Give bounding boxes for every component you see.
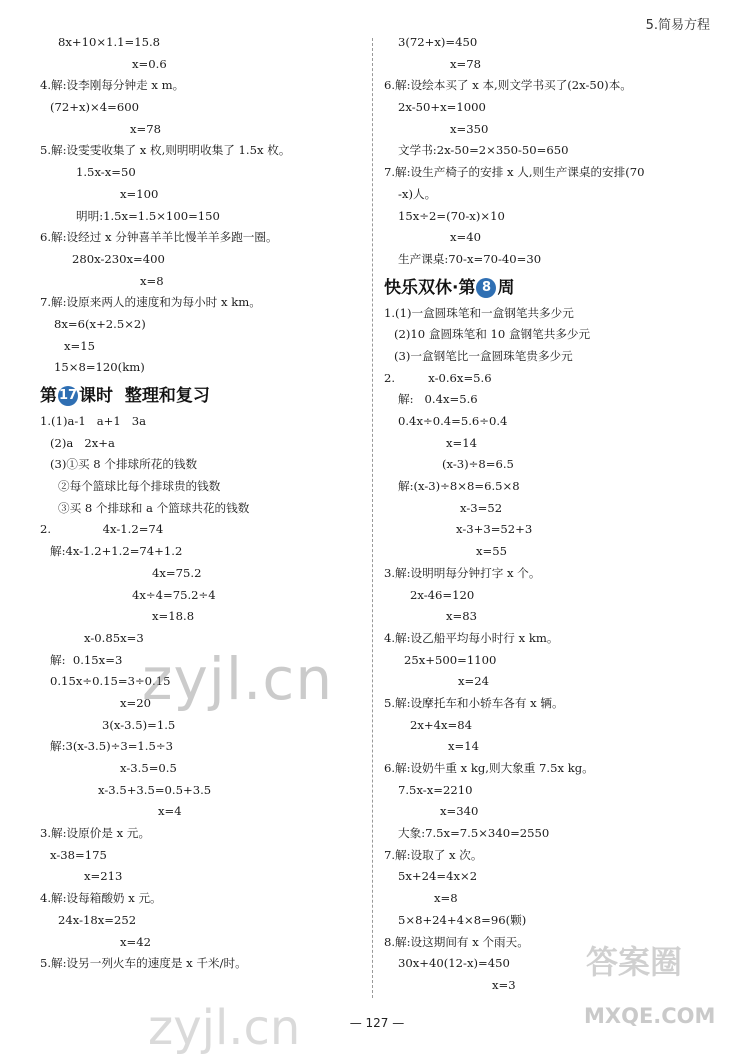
answer-line: 4.解:设李刚每分钟走 x m。 xyxy=(40,78,185,93)
answer-line: (2)a 2x+a xyxy=(50,435,115,450)
answer-line: x=24 xyxy=(458,674,490,689)
answer-line: 6.解:设奶牛重 x kg,则大象重 7.5x kg。 xyxy=(384,761,594,775)
answer-line: 解:3(x-3.5)÷3=1.5÷3 xyxy=(50,739,173,754)
answer-line: 1.(1)一盒圆珠笔和一盒钢笔共多少元 xyxy=(384,305,574,320)
answer-line: 解:4x-1.2+1.2=74+1.2 xyxy=(50,544,183,559)
answer-line: x=213 xyxy=(84,869,123,884)
answer-line: x=14 xyxy=(448,739,480,754)
answer-line: 3(x-3.5)=1.5 xyxy=(102,717,176,732)
answer-line: 4.解:设乙船平均每小时行 x km。 xyxy=(384,630,559,645)
answer-line: (2)10 盒圆珠笔和 10 盒钢笔共多少元 xyxy=(394,327,591,342)
answer-line: x=40 xyxy=(450,230,482,245)
answer-line: 3.解:设原价是 x 元。 xyxy=(40,826,151,841)
answer-line: 解:(x-3)÷8×8=6.5×8 xyxy=(398,479,520,494)
answer-line: 4x÷4=75.2÷4 xyxy=(132,587,216,602)
answer-line: 4x=75.2 xyxy=(152,565,202,580)
answer-line: x=350 xyxy=(450,121,489,136)
answer-line: 文学书:2x-50=2×350-50=650 xyxy=(398,143,569,158)
answer-line: 25x+500=1100 xyxy=(404,652,497,667)
answer-line: 7.解:设生产椅子的安排 x 人,则生产课桌的安排(70 xyxy=(384,165,645,180)
answer-line: x-3.5+3.5=0.5+3.5 xyxy=(98,782,212,797)
answer-line: x=100 xyxy=(120,186,159,201)
answer-line: 5.解:设雯雯收集了 x 枚,则明明收集了 1.5x 枚。 xyxy=(40,143,291,158)
column-divider xyxy=(372,38,373,998)
answer-line: x=14 xyxy=(446,435,478,450)
answer-line: 6.解:设经过 x 分钟喜羊羊比慢羊羊多跑一圈。 xyxy=(40,230,278,245)
answer-line: 4.解:设每箱酸奶 x 元。 xyxy=(40,891,162,906)
heading-number-badge: 8 xyxy=(476,278,496,298)
answer-line: x=0.6 xyxy=(132,56,167,71)
answer-line: x-3+3=52+3 xyxy=(456,522,533,537)
answer-line: 6.解:设绘本买了 x 本,则文学书买了(2x-50)本。 xyxy=(384,78,632,93)
answer-line: 2x-46=120 xyxy=(410,587,475,602)
watermark-url: MXQE.COM xyxy=(584,1004,716,1028)
answer-line: 5x+24=4x×2 xyxy=(398,869,478,884)
answer-line: 280x-230x=400 xyxy=(72,251,165,266)
answer-line: 3(72+x)=450 xyxy=(398,35,478,49)
answer-line: x=20 xyxy=(120,695,152,710)
answer-line: 5×8+24+4×8=96(颗) xyxy=(398,912,527,927)
answer-line: x=8 xyxy=(434,891,458,906)
answer-line: x-0.85x=3 xyxy=(84,630,144,645)
answer-line: x-38=175 xyxy=(50,847,107,862)
answer-line: x=78 xyxy=(450,56,482,71)
answer-line: x=4 xyxy=(158,804,182,819)
answer-line: (3)①买 8 个排球所花的钱数 xyxy=(50,457,198,472)
answer-line: 生产课桌:70-x=70-40=30 xyxy=(398,251,542,266)
answer-line: 2. 4x-1.2=74 xyxy=(40,522,164,537)
answer-line: 8x+10×1.1=15.8 xyxy=(58,35,161,49)
watermark-middle: zyjl.cn xyxy=(142,645,334,713)
answer-line: 7.解:设取了 x 次。 xyxy=(384,847,483,862)
answer-line: 8x=6(x+2.5×2) xyxy=(54,316,146,331)
answer-line: 解: 0.4x=5.6 xyxy=(398,392,478,407)
answer-line: 8.解:设这期间有 x 个雨天。 xyxy=(384,934,529,949)
answer-line: ②每个篮球比每个排球贵的钱数 xyxy=(58,479,221,494)
answer-line: 解: 0.15x=3 xyxy=(50,652,123,667)
answer-line: x-3.5=0.5 xyxy=(120,761,177,775)
answer-line: (3)一盒钢笔比一盒圆珠笔贵多少元 xyxy=(394,348,573,363)
answer-line: 大象:7.5x=7.5×340=2550 xyxy=(398,826,550,841)
answer-line: 15x÷2=(70-x)×10 xyxy=(398,208,505,223)
answer-line: 5.解:设另一列火车的速度是 x 千米/时。 xyxy=(40,956,247,971)
answer-line: 15×8=120(km) xyxy=(54,360,145,375)
answer-line: x=78 xyxy=(130,121,162,136)
section-heading xyxy=(40,381,362,411)
answer-line: 7.解:设原来两人的速度和为每小时 x km。 xyxy=(40,295,261,310)
answer-line: 7.5x-x=2210 xyxy=(398,782,473,797)
answer-line: 0.4x÷0.4=5.6÷0.4 xyxy=(398,414,508,428)
answer-line: 1.(1)a-1 a+1 3a xyxy=(40,414,147,428)
answer-line: x=42 xyxy=(120,934,152,949)
left-column xyxy=(40,32,362,1008)
answer-line: 2. x-0.6x=5.6 xyxy=(384,370,492,385)
answer-line: x=55 xyxy=(476,544,508,559)
heading-number-badge: 17 xyxy=(58,386,78,406)
answer-line: x=83 xyxy=(446,609,478,624)
answer-line: (72+x)×4=600 xyxy=(50,100,139,115)
answer-line: 2x+4x=84 xyxy=(410,717,473,732)
answer-line: x=3 xyxy=(492,977,516,992)
watermark-bottom: zyjl.cn xyxy=(148,1000,301,1056)
heading-prefix: 快乐双休·第 xyxy=(384,277,476,298)
answer-line: ③买 8 个排球和 a 个篮球共花的钱数 xyxy=(58,500,250,515)
answer-line: x=15 xyxy=(64,338,96,353)
answer-line: 1.5x-x=50 xyxy=(76,165,136,180)
answer-line: 24x-18x=252 xyxy=(58,912,137,927)
answer-line: 2x-50+x=1000 xyxy=(398,100,486,115)
answer-line: x-3=52 xyxy=(460,500,503,515)
heading-prefix: 第 xyxy=(40,386,57,406)
section-heading xyxy=(384,273,724,303)
answer-line: 5.解:设摩托车和小轿车各有 x 辆。 xyxy=(384,695,564,710)
answer-line: x=8 xyxy=(140,273,164,288)
answer-line: 30x+40(12-x)=450 xyxy=(398,956,510,971)
answer-line: -x)人。 xyxy=(398,186,437,201)
answer-line: 明明:1.5x=1.5×100=150 xyxy=(76,208,220,223)
heading-suffix: 课时 整理和复习 xyxy=(79,386,210,406)
answer-line: 3.解:设明明每分钟打字 x 个。 xyxy=(384,565,541,580)
answer-line: x=340 xyxy=(440,804,479,819)
section-header: 5.简易方程 xyxy=(645,18,710,33)
right-column xyxy=(384,32,724,1008)
answer-line: (x-3)÷8=6.5 xyxy=(442,457,514,472)
heading-suffix: 周 xyxy=(497,277,515,298)
answer-line: 0.15x÷0.15=3÷0.15 xyxy=(50,674,171,689)
answer-line: x=18.8 xyxy=(152,609,195,624)
watermark-logo: 答案圈 xyxy=(586,943,683,981)
page-number: — 127 — xyxy=(349,1016,405,1030)
